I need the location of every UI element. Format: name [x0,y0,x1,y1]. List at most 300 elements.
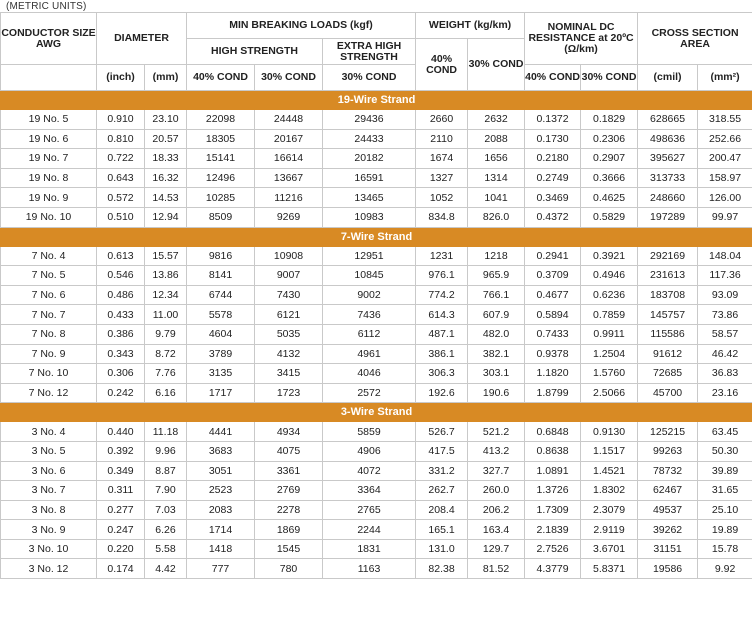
table-row [1,207,752,227]
table-cell: 62467 [638,481,698,501]
table-cell: 1.8799 [525,383,581,403]
table-cell: 1.5760 [581,364,638,384]
table-cell: 7.90 [145,481,187,501]
table-cell: 9.92 [698,559,752,579]
table-cell: 16614 [255,149,323,169]
table-cell: 2.5066 [581,383,638,403]
table-cell: 19.89 [698,520,752,540]
table-cell: 1723 [255,383,323,403]
table-row [1,481,752,501]
table-row [1,364,752,384]
table-row [1,246,752,266]
table-cell: 2660 [416,110,468,130]
table-cell: 73.86 [698,305,752,325]
table-cell: 774.2 [416,285,468,305]
weight-header: WEIGHT (kg/km) [416,13,525,39]
table-cell: 0.5894 [525,305,581,325]
table-cell: 15.57 [145,246,187,266]
strand-group-band [1,227,752,246]
table-row [1,344,752,364]
high-strength-header: HIGH STRENGTH [187,39,323,65]
table-cell: 6.26 [145,520,187,540]
table-cell: 10983 [323,207,416,227]
units-caption: (METRIC UNITS) [6,1,87,12]
table-cell: 1717 [187,383,255,403]
diameter-header: DIAMETER [97,13,187,65]
table-cell: 19586 [638,559,698,579]
table-cell: 2083 [187,500,255,520]
table-cell: 15.78 [698,539,752,559]
table-cell: 46.42 [698,344,752,364]
table-cell: 3364 [323,481,416,501]
table-cell: 49537 [638,500,698,520]
table-cell: 386.1 [416,344,468,364]
conductor-size-spacer [1,65,97,91]
table-cell: 313733 [638,168,698,188]
conductor-size-cell: 7 No. 4 [1,246,97,266]
strand-group-band [1,91,752,110]
conductor-size-cell: 7 No. 9 [1,344,97,364]
table-cell: 25.10 [698,500,752,520]
table-cell: 6.16 [145,383,187,403]
table-cell: 11.18 [145,422,187,442]
table-cell: 0.2306 [581,129,638,149]
table-cell: 1218 [468,246,525,266]
strand-group-band [1,403,752,422]
table-cell: 20167 [255,129,323,149]
table-cell: 2.1839 [525,520,581,540]
table-cell: 81.52 [468,559,525,579]
table-cell: 24433 [323,129,416,149]
table-cell: 16591 [323,168,416,188]
table-cell: 163.4 [468,520,525,540]
table-cell: 4.42 [145,559,187,579]
table-cell: 2523 [187,481,255,501]
table-cell: 39262 [638,520,698,540]
table-cell: 0.2180 [525,149,581,169]
table-cell: 131.0 [416,539,468,559]
table-cell: 8.72 [145,344,187,364]
table-cell: 0.242 [97,383,145,403]
table-cell: 2769 [255,481,323,501]
table-cell: 0.311 [97,481,145,501]
conductor-size-cell: 7 No. 12 [1,383,97,403]
table-cell: 93.09 [698,285,752,305]
table-cell: 6112 [323,324,416,344]
table-cell: 0.3469 [525,188,581,208]
table-cell: 99.97 [698,207,752,227]
table-cell: 2572 [323,383,416,403]
table-cell: 780 [255,559,323,579]
table-cell: 0.4625 [581,188,638,208]
table-cell: 1674 [416,149,468,169]
table-cell: 0.386 [97,324,145,344]
table-row [1,324,752,344]
table-cell: 3415 [255,364,323,384]
table-cell: 12.94 [145,207,187,227]
table-cell: 4046 [323,364,416,384]
table-cell: 63.45 [698,422,752,442]
table-cell: 24448 [255,110,323,130]
conductor-size-cell: 3 No. 7 [1,481,97,501]
table-cell: 12951 [323,246,416,266]
table-cell: 58.57 [698,324,752,344]
table-cell: 4132 [255,344,323,364]
table-row [1,500,752,520]
table-row [1,168,752,188]
strand-group-title: 19-Wire Strand [1,91,752,110]
table-cell: 1231 [416,246,468,266]
table-cell: 260.0 [468,481,525,501]
table-cell: 628665 [638,110,698,130]
table-cell: 2.9119 [581,520,638,540]
table-cell: 5.58 [145,539,187,559]
table-cell: 16.32 [145,168,187,188]
table-cell: 13.86 [145,266,187,286]
table-cell: 0.6848 [525,422,581,442]
table-cell: 0.7433 [525,324,581,344]
table-cell: 1.0891 [525,461,581,481]
table-cell: 0.247 [97,520,145,540]
table-cell: 183708 [638,285,698,305]
table-cell: 23.16 [698,383,752,403]
table-cell: 2110 [416,129,468,149]
table-cell: 0.3666 [581,168,638,188]
table-cell: 4441 [187,422,255,442]
conductor-size-cell: 7 No. 10 [1,364,97,384]
table-cell: 4075 [255,441,323,461]
table-cell: 206.2 [468,500,525,520]
table-cell: 0.910 [97,110,145,130]
table-cell: 0.4946 [581,266,638,286]
table-cell: 1.4521 [581,461,638,481]
table-cell: 395627 [638,149,698,169]
table-row [1,149,752,169]
table-cell: 11.00 [145,305,187,325]
table-cell: 413.2 [468,441,525,461]
min-breaking-loads-header: MIN BREAKING LOADS (kgf) [187,13,416,39]
table-cell: 1.1820 [525,364,581,384]
conductor-size-cell: 3 No. 10 [1,539,97,559]
table-cell: 39.89 [698,461,752,481]
table-cell: 0.220 [97,539,145,559]
table-cell: 0.572 [97,188,145,208]
table-cell: 9269 [255,207,323,227]
table-cell: 197289 [638,207,698,227]
table-cell: 5.8371 [581,559,638,579]
table-cell: 248660 [638,188,698,208]
resistance-40-header: 40% COND [525,65,581,91]
diameter-mm-header: (mm) [145,65,187,91]
table-cell: 4072 [323,461,416,481]
table-cell: 0.9911 [581,324,638,344]
table-cell: 382.1 [468,344,525,364]
cross-section-cmil-header: (cmil) [638,65,698,91]
table-cell: 3135 [187,364,255,384]
table-cell: 20.57 [145,129,187,149]
table-cell: 487.1 [416,324,468,344]
table-cell: 208.4 [416,500,468,520]
table-cell: 31.65 [698,481,752,501]
table-cell: 0.1829 [581,110,638,130]
table-cell: 2632 [468,110,525,130]
table-cell: 4.3779 [525,559,581,579]
conductor-size-header: CONDUCTOR SIZE AWG [1,13,97,65]
conductor-size-cell: 3 No. 6 [1,461,97,481]
table-cell: 0.486 [97,285,145,305]
table-cell: 1.3726 [525,481,581,501]
table-cell: 91612 [638,344,698,364]
table-row [1,559,752,579]
table-cell: 327.7 [468,461,525,481]
table-cell: 23.10 [145,110,187,130]
table-cell: 10908 [255,246,323,266]
table-cell: 252.66 [698,129,752,149]
table-cell: 0.2749 [525,168,581,188]
table-cell: 0.4677 [525,285,581,305]
conductor-size-cell: 19 No. 6 [1,129,97,149]
table-cell: 0.1730 [525,129,581,149]
table-cell: 292169 [638,246,698,266]
table-cell: 826.0 [468,207,525,227]
table-cell: 1.8302 [581,481,638,501]
diameter-inch-header: (inch) [97,65,145,91]
table-cell: 29436 [323,110,416,130]
conductor-size-cell: 7 No. 6 [1,285,97,305]
table-row [1,461,752,481]
table-cell: 13667 [255,168,323,188]
table-row [1,539,752,559]
conductor-size-cell: 7 No. 7 [1,305,97,325]
table-cell: 3361 [255,461,323,481]
table-cell: 2.7526 [525,539,581,559]
table-cell: 1052 [416,188,468,208]
table-cell: 115586 [638,324,698,344]
table-cell: 0.433 [97,305,145,325]
table-row [1,305,752,325]
table-cell: 1545 [255,539,323,559]
table-cell: 129.7 [468,539,525,559]
table-cell: 0.1372 [525,110,581,130]
table-cell: 50.30 [698,441,752,461]
table-row [1,110,752,130]
table-cell: 0.2907 [581,149,638,169]
conductor-size-cell: 3 No. 5 [1,441,97,461]
table-cell: 1714 [187,520,255,540]
table-cell: 0.8638 [525,441,581,461]
table-cell: 82.38 [416,559,468,579]
weight-30-header: 30% COND [468,39,525,91]
table-cell: 3051 [187,461,255,481]
table-cell: 262.7 [416,481,468,501]
table-cell: 2278 [255,500,323,520]
conductor-size-cell: 7 No. 8 [1,324,97,344]
table-cell: 1041 [468,188,525,208]
table-cell: 1.7309 [525,500,581,520]
table-cell: 7.03 [145,500,187,520]
table-cell: 614.3 [416,305,468,325]
table-cell: 126.00 [698,188,752,208]
table-cell: 5578 [187,305,255,325]
dc-resistance-header: NOMINAL DC RESISTANCE at 20ºC (Ω/km) [525,13,638,65]
table-cell: 9.96 [145,441,187,461]
conductor-size-cell: 19 No. 7 [1,149,97,169]
table-cell: 8141 [187,266,255,286]
table-cell: 1869 [255,520,323,540]
cross-section-mm2-header: (mm²) [698,65,752,91]
table-cell: 0.349 [97,461,145,481]
table-cell: 482.0 [468,324,525,344]
table-cell: 4906 [323,441,416,461]
table-cell: 7436 [323,305,416,325]
conductor-size-cell: 19 No. 9 [1,188,97,208]
table-cell: 13465 [323,188,416,208]
table-cell: 1.2504 [581,344,638,364]
extra-high-strength-header: EXTRA HIGH STRENGTH [323,39,416,65]
ehs-30-header: 30% COND [323,65,416,91]
table-cell: 165.1 [416,520,468,540]
conductor-size-cell: 3 No. 12 [1,559,97,579]
table-cell: 45700 [638,383,698,403]
table-cell: 2765 [323,500,416,520]
cross-section-header: CROSS SECTION AREA [638,13,752,65]
table-cell: 0.510 [97,207,145,227]
table-cell: 965.9 [468,266,525,286]
table-cell: 318.55 [698,110,752,130]
weight-40-header: 40% COND [416,39,468,91]
table-cell: 0.7859 [581,305,638,325]
table-cell: 4934 [255,422,323,442]
table-cell: 6744 [187,285,255,305]
table-row [1,188,752,208]
conductor-size-cell: 19 No. 10 [1,207,97,227]
table-cell: 5859 [323,422,416,442]
table-cell: 3683 [187,441,255,461]
conductor-size-cell: 3 No. 4 [1,422,97,442]
table-cell: 766.1 [468,285,525,305]
table-cell: 0.277 [97,500,145,520]
table-cell: 0.3921 [581,246,638,266]
table-row [1,383,752,403]
table-cell: 306.3 [416,364,468,384]
table-cell: 145757 [638,305,698,325]
table-cell: 125215 [638,422,698,442]
table-row [1,129,752,149]
hs-40-header: 40% COND [187,65,255,91]
table-cell: 7.76 [145,364,187,384]
table-cell: 8.87 [145,461,187,481]
table-cell: 521.2 [468,422,525,442]
table-cell: 0.440 [97,422,145,442]
table-cell: 0.306 [97,364,145,384]
table-cell: 1163 [323,559,416,579]
table-cell: 72685 [638,364,698,384]
table-cell: 0.810 [97,129,145,149]
table-row [1,441,752,461]
table-cell: 12496 [187,168,255,188]
table-cell: 0.2941 [525,246,581,266]
conductor-size-cell: 7 No. 5 [1,266,97,286]
table-cell: 498636 [638,129,698,149]
table-cell: 976.1 [416,266,468,286]
table-cell: 15141 [187,149,255,169]
table-cell: 9002 [323,285,416,305]
table-cell: 1327 [416,168,468,188]
table-cell: 5035 [255,324,323,344]
table-cell: 11216 [255,188,323,208]
conductor-size-cell: 3 No. 8 [1,500,97,520]
table-cell: 1656 [468,149,525,169]
table-cell: 1418 [187,539,255,559]
table-cell: 0.9378 [525,344,581,364]
table-cell: 200.47 [698,149,752,169]
resistance-30-header: 30% COND [581,65,638,91]
table-cell: 148.04 [698,246,752,266]
table-cell: 0.3709 [525,266,581,286]
table-cell: 2.3079 [581,500,638,520]
table-cell: 834.8 [416,207,468,227]
table-cell: 158.97 [698,168,752,188]
table-cell: 331.2 [416,461,468,481]
table-cell: 10285 [187,188,255,208]
table-cell: 8509 [187,207,255,227]
table-row [1,422,752,442]
table-cell: 3.6701 [581,539,638,559]
table-cell: 36.83 [698,364,752,384]
table-cell: 1.1517 [581,441,638,461]
table-cell: 0.613 [97,246,145,266]
table-cell: 31151 [638,539,698,559]
table-cell: 99263 [638,441,698,461]
table-cell: 526.7 [416,422,468,442]
table-row [1,285,752,305]
table-cell: 22098 [187,110,255,130]
table-cell: 303.1 [468,364,525,384]
table-row [1,266,752,286]
table-cell: 0.4372 [525,207,581,227]
table-cell: 0.546 [97,266,145,286]
table-cell: 14.53 [145,188,187,208]
table-cell: 0.6236 [581,285,638,305]
table-cell: 0.9130 [581,422,638,442]
table-cell: 18.33 [145,149,187,169]
table-cell: 777 [187,559,255,579]
table-cell: 2244 [323,520,416,540]
table-cell: 9007 [255,266,323,286]
table-cell: 9816 [187,246,255,266]
table-cell: 190.6 [468,383,525,403]
strand-group-title: 3-Wire Strand [1,403,752,422]
table-cell: 9.79 [145,324,187,344]
table-cell: 0.174 [97,559,145,579]
table-cell: 417.5 [416,441,468,461]
conductor-size-cell: 3 No. 9 [1,520,97,540]
table-cell: 1831 [323,539,416,559]
table-cell: 607.9 [468,305,525,325]
table-cell: 4961 [323,344,416,364]
table-cell: 0.343 [97,344,145,364]
table-cell: 0.643 [97,168,145,188]
table-cell: 18305 [187,129,255,149]
conductor-size-cell: 19 No. 5 [1,110,97,130]
table-row [1,520,752,540]
table-cell: 10845 [323,266,416,286]
table-cell: 6121 [255,305,323,325]
table-cell: 2088 [468,129,525,149]
conductor-spec-table [0,12,752,579]
table-cell: 1314 [468,168,525,188]
table-body [1,91,752,579]
